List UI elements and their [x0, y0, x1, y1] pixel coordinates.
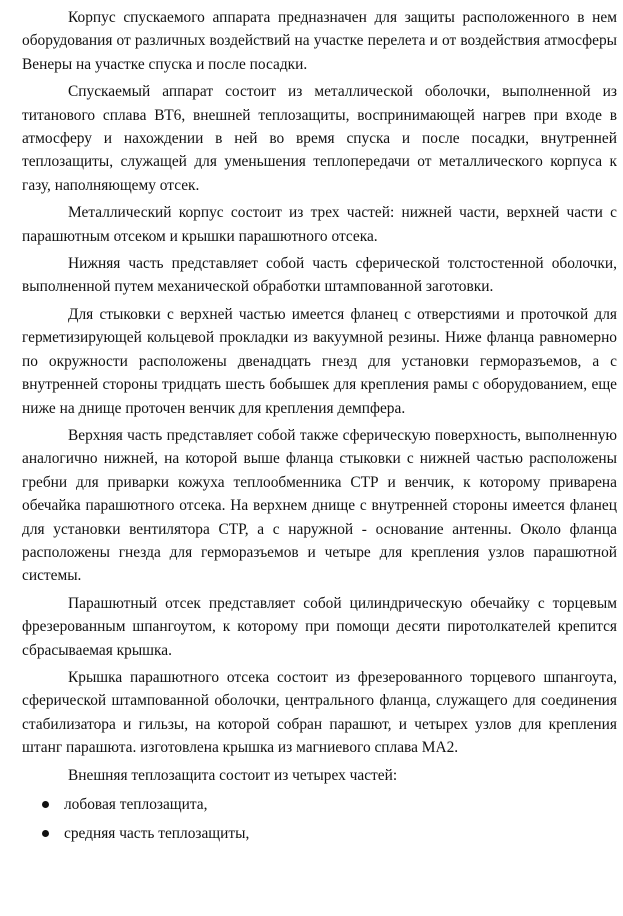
paragraph-metal-body: Металлический корпус состоит из трех частей: нижней части, верхней части с парашютным отсеком и крышки парашютного отсека. [22, 204, 617, 245]
list-item [22, 822, 617, 845]
paragraph-lower-part: Нижняя часть представляет собой часть сферической толстостенной оболочки, выполненной путем механической обработки штампованной заготовки. [22, 255, 617, 296]
paragraph-docking-flange: Для стыковки с верхней частью имеется фланец с отверстиями и проточкой для герметизирующей кольцевой прокладки из вакуумной резины. Ниже фланца равномерно по окружности расположены двенадцать гнезд для установки герморазъемов, а с внутренней стороны тридцать шесть бобышек для крепления рамы с оборудованием, еще ниже на днище проточен венчик для крепления демпфера. [22, 305, 617, 417]
bullet-icon [42, 830, 49, 837]
document-page [22, 6, 617, 846]
heat-shield-parts-list [22, 793, 617, 846]
paragraph-cover: Крышка парашютного отсека состоит из фрезерованного торцевого шпангоута, сферической штампованной оболочки, центрального фланца, служащего для соединения стабилизатора и гильзы, на которой собран парашют, и четырех узлов для крепления штанг парашюта. изготовлена крышка из магниевого сплава МА2. [22, 668, 617, 757]
paragraph-parachute-compartment: Парашютный отсек представляет собой цилиндрическую обечайку с торцевым фрезерованным шпангоутом, к которому при помощи десяти пиротолкателей крепится сбрасываемая крышка. [22, 594, 617, 659]
list-item-text: лобовая теплозащита, [64, 796, 208, 813]
list-item [22, 793, 617, 816]
paragraph-upper-part: Верхняя часть представляет собой также сферическую поверхность, выполненную аналогично нижней, на которой выше фланца стыковки с нижней частью расположены гребни для приварки кожуха теплообменника СТР и венчик, к которому приварена обечайка парашютного отсека. На верхнем днище с внутренней стороны имеется фланец для установки вентилятора СТР, а с наружной - основание антенны. Около фланца расположены гнезда для герморазъемов и четыре для крепления узлов парашютной системы. [22, 426, 617, 585]
list-item-text: средняя часть теплозащиты, [64, 825, 250, 843]
paragraph-purpose: Корпус спускаемого аппарата предназначен для защиты расположенного в нем оборудования от различных воздействий на участке перелета и от воздействия атмосферы Венеры на участке спуска и после посадки. [22, 9, 617, 73]
paragraph-composition: Спускаемый аппарат состоит из металлической оболочки, выполненной из титанового сплава ВТ6, внешней теплозащиты, воспринимающей нагрев при входе в атмосферу и нахождении в ней во время спуска и после посадки, внутренней теплозащиты, служащей для уменьшения теплопередачи от металлического корпуса к газу, наполняющему отсек. [22, 83, 617, 194]
bullet-icon [42, 801, 49, 808]
paragraph-external-heat-shield: Внешняя теплозащита состоит из четырех частей: [68, 766, 398, 784]
